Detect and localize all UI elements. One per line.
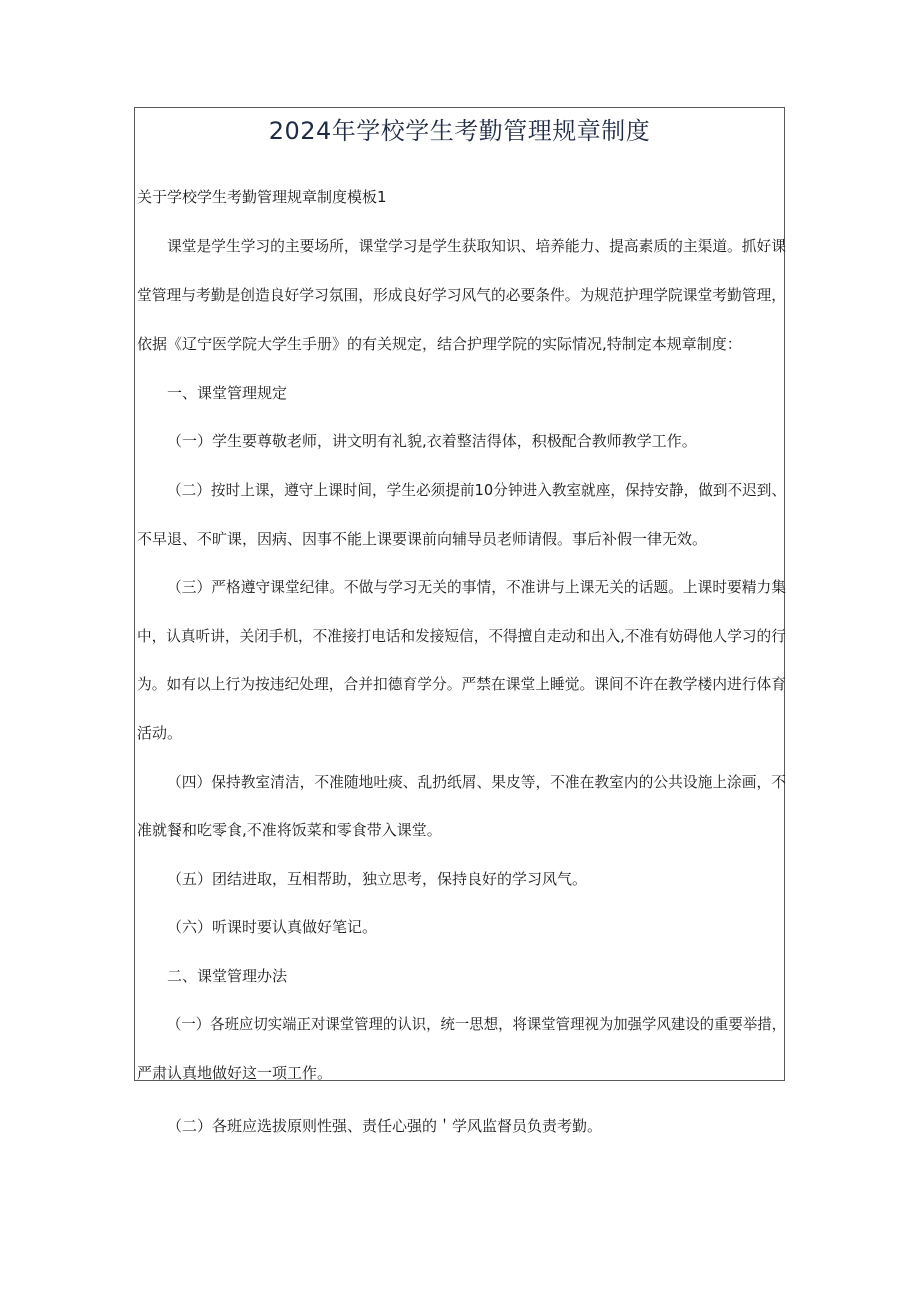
paragraph-line: （四）保持教室清洁，不准随地吐痰、乱扔纸屑、果皮等，不准在教室内的公共设施上涂画，不 bbox=[167, 773, 787, 791]
document-subtitle: 关于学校学生考勤管理规章制度模板1 bbox=[137, 188, 387, 206]
section-heading: 一、课堂管理规定 bbox=[167, 384, 288, 402]
paragraph-line: 严肃认真地做好这一项工作。 bbox=[137, 1064, 333, 1082]
section-heading: 二、课堂管理办法 bbox=[167, 967, 288, 985]
paragraph-line: 依据《辽宁医学院大学生手册》的有关规定，结合护理学院的实际情况,特制定本规章制度： bbox=[137, 335, 742, 353]
paragraph-line: （三）严格遵守课堂纪律。不做与学习无关的事情，不准讲与上课无关的话题。上课时要精力集 bbox=[167, 578, 787, 596]
paragraph-line: （二）各班应选拔原则性强、责任心强的＇学风监督员负责考勤。 bbox=[167, 1117, 603, 1135]
document-title: 2024年学校学生考勤管理规章制度 bbox=[268, 117, 651, 145]
paragraph-line: 堂管理与考勤是创造良好学习氛围，形成良好学习风气的必要条件。为规范护理学院课堂考勤管理， bbox=[137, 286, 787, 304]
paragraph-line: （六）听课时要认真做好笔记。 bbox=[167, 918, 378, 936]
paragraph-line: （一）各班应切实端正对课堂管理的认识，统一思想，将课堂管理视为加强学风建设的重要举措， bbox=[167, 1015, 787, 1033]
paragraph-line: 课堂是学生学习的主要场所，课堂学习是学生获取知识、培养能力、提高素质的主渠道。抓好课 bbox=[167, 237, 787, 255]
paragraph-line: （五）团结进取，互相帮助，独立思考，保持良好的学习风气。 bbox=[167, 870, 588, 888]
paragraph-line: （二）按时上课，遵守上课时间，学生必须提前10分钟进入教室就座，保持安静，做到不迟到、 bbox=[167, 481, 787, 499]
paragraph-line: 中，认真听讲，关闭手机，不准接打电话和发接短信，不得擅自走动和出入,不准有妨碍他人学习的行 bbox=[137, 627, 786, 645]
paragraph-line: 活动。 bbox=[137, 724, 183, 742]
paragraph-line: 不早退、不旷课，因病、因事不能上课要课前向辅导员老师请假。事后补假一律无效。 bbox=[137, 530, 708, 548]
paragraph-line: （一）学生要尊敬老师，讲文明有礼貌,衣着整洁得体，积极配合教师教学工作。 bbox=[167, 432, 697, 450]
paragraph-line: 为。如有以上行为按违纪处理，合并扣德育学分。严禁在课堂上睡觉。课间不许在教学楼内进行体育 bbox=[137, 675, 787, 693]
paragraph-line: 准就餐和吃零食,不准将饭菜和零食带入课堂。 bbox=[137, 821, 442, 839]
